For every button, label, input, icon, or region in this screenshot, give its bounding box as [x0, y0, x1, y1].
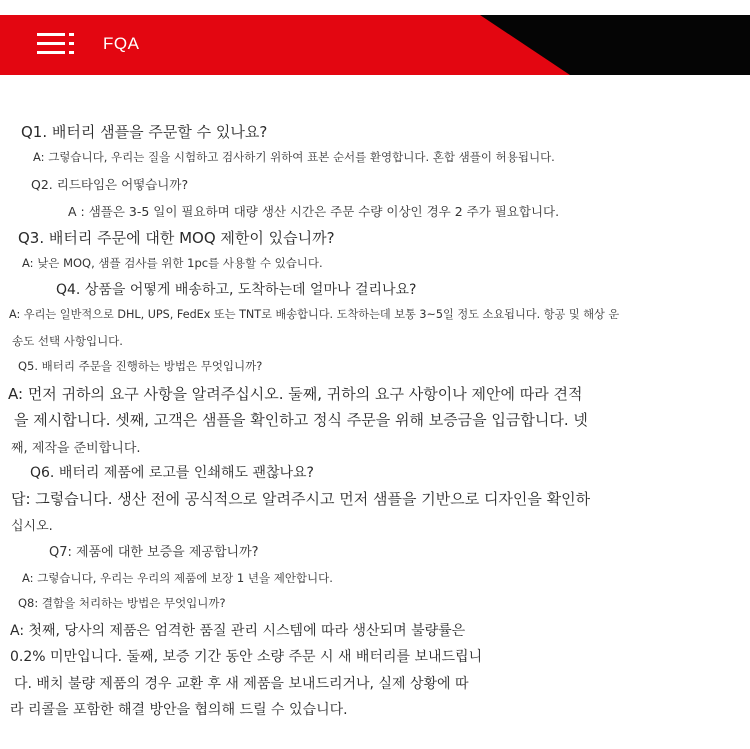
- faq-answer: 0.2% 미만입니다. 둘째, 보증 기간 동안 소량 주문 시 새 배터리를 보내드립니: [10, 649, 483, 665]
- faq-answer: 라 리콜을 포함한 해결 방안을 협의해 드릴 수 있습니다.: [10, 702, 348, 718]
- faq-answer: 송도 선택 사항입니다.: [12, 334, 123, 348]
- page-header: [0, 15, 750, 75]
- faq-answer: 다. 배치 불량 제품의 경우 교환 후 새 제품을 보내드리거나, 실제 상황에 따: [14, 676, 469, 692]
- page-title: FQA: [103, 34, 140, 53]
- faq-question: Q1. 배터리 샘플을 주문할 수 있나요?: [21, 123, 268, 141]
- faq-answer: 을 제시합니다. 셋째, 고객은 샘플을 확인하고 정식 주문을 위해 보증금을 입금합니다. 넷: [14, 411, 588, 429]
- faq-question: Q8: 결함을 처리하는 방법은 무엇입니까?: [18, 596, 226, 610]
- faq-answer: 십시오.: [11, 519, 53, 534]
- faq-question: Q7: 제품에 대한 보증을 제공합니까?: [49, 545, 259, 560]
- hamburger-menu-icon[interactable]: [37, 33, 77, 57]
- faq-question: Q5. 배터리 주문을 진행하는 방법은 무엇입니까?: [18, 359, 263, 373]
- faq-question: Q2. 리드타임은 어떻습니까?: [31, 177, 189, 192]
- faq-question: Q6. 배터리 제품에 로고를 인쇄해도 괜찮나요?: [30, 465, 314, 481]
- faq-answer: A: 낮은 MOQ, 샘플 검사를 위한 1pc를 사용할 수 있습니다.: [22, 256, 323, 270]
- faq-answer: 째, 제작을 준비합니다.: [11, 441, 141, 456]
- faq-answer: A : 샘플은 3-5 일이 필요하며 대량 생산 시간은 주문 수량 이상인 경우 2 주가 필요합니다.: [68, 204, 560, 219]
- faq-answer: A: 그렇습니다, 우리는 우리의 제품에 보장 1 년을 제안합니다.: [22, 571, 333, 585]
- faq-question: Q4. 상품을 어떻게 배송하고, 도착하는데 얼마나 걸리나요?: [56, 282, 417, 298]
- faq-answer: A: 먼저 귀하의 요구 사항을 알려주십시오. 둘째, 귀하의 요구 사항이나 제안에 따라 견적: [8, 385, 583, 403]
- faq-answer: A: 첫째, 당사의 제품은 엄격한 품질 관리 시스템에 따라 생산되며 불량률은: [10, 623, 466, 639]
- faq-answer: A: 우리는 일반적으로 DHL, UPS, FedEx 또는 TNT로 배송합니다. 도착하는데 보통 3~5일 정도 소요됩니다. 항공 및 해상 운: [9, 308, 620, 321]
- faq-question: Q3. 배터리 주문에 대한 MOQ 제한이 있습니까?: [18, 229, 335, 247]
- faq-answer: A: 그렇습니다, 우리는 질을 시험하고 검사하기 위하여 표본 순서를 환영합니다. 혼합 샘플이 허용됩니다.: [33, 150, 555, 164]
- faq-answer: 답: 그렇습니다. 생산 전에 공식적으로 알려주시고 먼저 샘플을 기반으로 디자인을 확인하: [11, 490, 591, 508]
